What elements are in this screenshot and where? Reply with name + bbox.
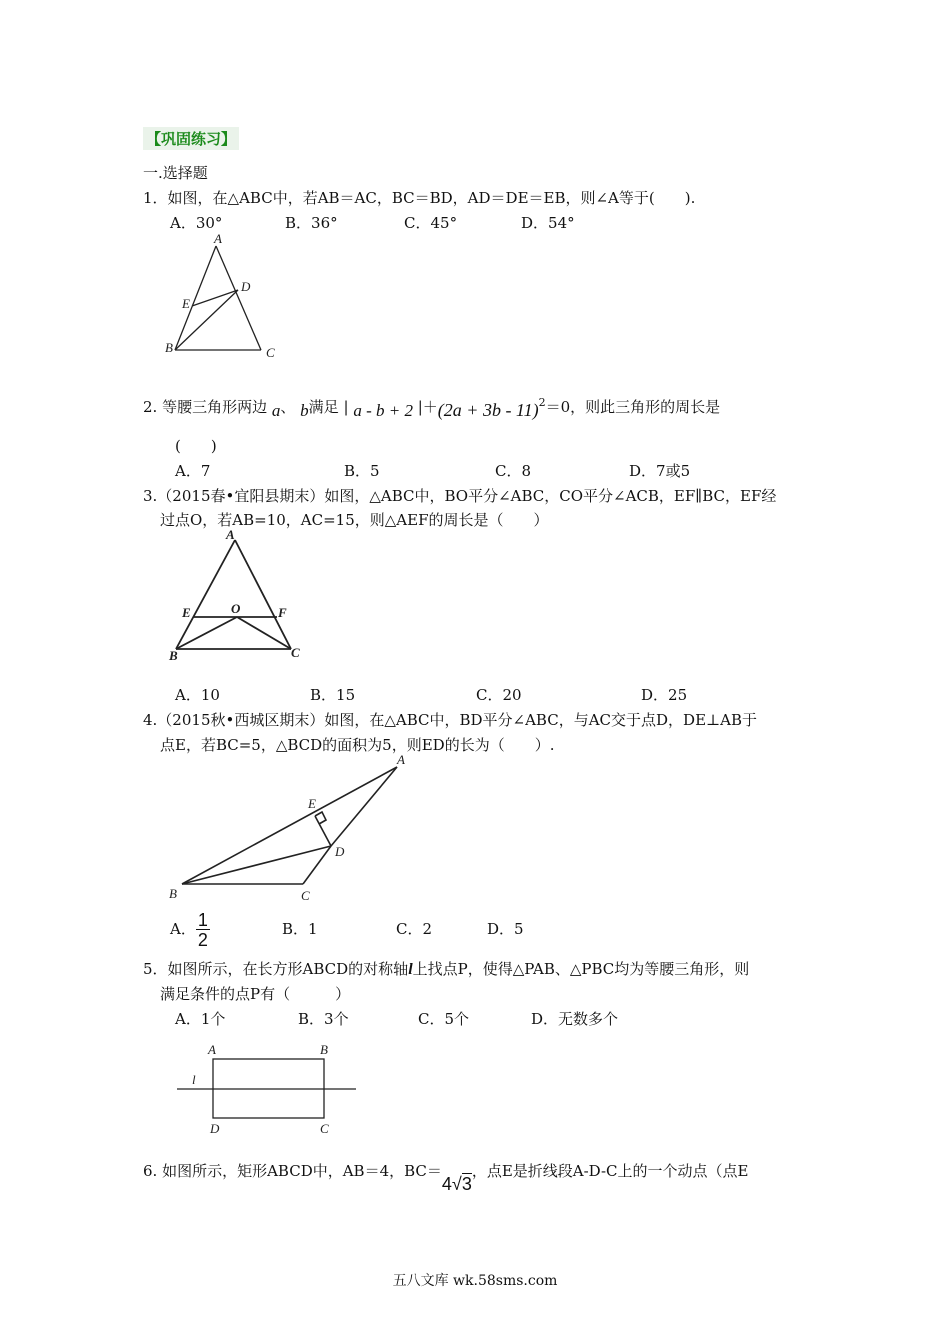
q4-label-b: B: [169, 886, 177, 901]
q3-label-o: O: [231, 601, 241, 616]
q4-triangle-figure: [160, 750, 420, 910]
q3-label-c: C: [291, 645, 300, 660]
q6-line-1-b: ，点E是折线段A-D-C上的一个动点（点E: [471, 1162, 749, 1180]
question-5-line-2: 满足条件的点P有（ ）: [160, 985, 351, 1003]
q1-label-d: D: [241, 279, 251, 294]
question-3-line-2: 过点O，若AB=10，AC=15，则△AEF的周长是（ ）: [160, 511, 549, 529]
question-5-line-1: [143, 958, 749, 979]
q1-option-d: D．54°: [521, 214, 575, 232]
q3-option-a: A．10: [175, 686, 220, 704]
q5-label-l: l: [192, 1072, 196, 1087]
q1-label-c: C: [266, 345, 275, 360]
q4-fraction-numerator: 1: [197, 909, 208, 930]
q5-option-d: D．无数多个: [531, 1010, 619, 1028]
q4-label-c: C: [301, 888, 310, 903]
q6-radicand: 3: [461, 1174, 472, 1194]
q2-expr-1: a - b + 2: [353, 401, 413, 420]
q1-label-a: A: [214, 231, 222, 246]
q1-label-b: B: [165, 340, 173, 355]
q3-option-b: B．15: [310, 686, 356, 704]
q4-option-a-label: A．: [170, 920, 196, 938]
q4-option-d: D．5: [487, 920, 524, 938]
q1-option-b: B．36°: [285, 214, 338, 232]
q5-option-b: B．3个: [298, 1010, 349, 1028]
q1-option-a: A．30°: [170, 214, 223, 232]
q1-triangle-figure: [160, 230, 290, 365]
q5-label-d: D: [210, 1121, 220, 1136]
q4-option-c: C．2: [396, 920, 433, 938]
q3-label-e: E: [182, 605, 191, 620]
q5-option-c: C．5个: [418, 1010, 470, 1028]
question-2-stem: [143, 390, 720, 420]
question-3-line-1: 3.（2015春•宜阳县期末）如图，△ABC中，BO平分∠ABC，CO平分∠ACB，EF∥BC，EF经: [143, 487, 777, 505]
q2-prefix: 2. 等腰三角形两边: [143, 398, 268, 416]
q2-option-a: A．7: [175, 462, 211, 480]
q2-option-d: D．7或5: [629, 462, 691, 480]
q5-label-a: A: [208, 1042, 216, 1057]
section-heading: 【巩固练习】: [143, 127, 239, 150]
q5-rectangle-figure: [170, 1035, 370, 1145]
footer-watermark: 五八文库 wk.58sms.com: [392, 1273, 558, 1289]
q5-axis-l: l: [408, 961, 413, 978]
q3-option-d: D．25: [641, 686, 688, 704]
section-title: 一.选择题: [143, 164, 208, 182]
q4-fraction: [196, 911, 210, 950]
q3-label-b: B: [169, 648, 178, 663]
question-1-stem: 1．如图，在△ABC中，若AB＝AC，BC＝BD，AD＝DE＝EB，则∠A等于( ).: [143, 189, 696, 207]
question-4-line-2: 点E，若BC=5，△BCD的面积为5，则ED的长为（ ）.: [160, 736, 555, 754]
q4-option-a: [170, 905, 210, 953]
q5-line-1-b: 上找点P，使得△PAB、△PBC均为等腰三角形，则: [412, 960, 750, 978]
q5-label-c: C: [320, 1121, 329, 1136]
q5-line-1-a: 5．如图所示，在长方形ABCD的对称轴: [143, 960, 409, 978]
q3-label-f: F: [278, 605, 287, 620]
q5-option-a: A．1个: [175, 1010, 226, 1028]
q2-abs-close: |＋: [417, 398, 438, 416]
q2-option-b: B．5: [344, 462, 380, 480]
q2-paren: ( ): [175, 437, 217, 455]
q2-mid: 满足: [308, 398, 339, 416]
q6-coefficient: 4: [441, 1174, 452, 1194]
q2-power: 2: [538, 396, 546, 409]
q3-label-a: A: [226, 527, 235, 542]
q1-option-c: C．45°: [404, 214, 458, 232]
q5-label-b: B: [320, 1042, 328, 1057]
q4-label-e: E: [308, 796, 316, 811]
q4-option-b: B．1: [282, 920, 318, 938]
q2-var-b: b: [300, 401, 309, 420]
q4-label-a: A: [397, 752, 405, 767]
q4-fraction-denominator: 2: [197, 929, 208, 950]
q6-radical: 4√3: [441, 1174, 472, 1194]
q2-sep: 、: [280, 398, 296, 416]
q2-expr-2: (2a + 3b - 11): [437, 400, 539, 420]
q6-line-1-a: 6. 如图所示，矩形ABCD中，AB＝4，BC＝: [143, 1162, 442, 1180]
q1-label-e: E: [182, 296, 190, 311]
question-4-line-1: 4.（2015秋•西城区期末）如图，在△ABC中，BD平分∠ABC，与AC交于点D，DE⊥AB于: [143, 711, 757, 729]
q3-option-c: C．20: [476, 686, 522, 704]
q2-var-a: a: [271, 401, 281, 420]
question-6-line-1: [143, 1160, 749, 1194]
q2-option-c: C．8: [495, 462, 532, 480]
q4-label-d: D: [335, 844, 345, 859]
q3-triangle-figure: [160, 525, 310, 665]
q2-abs-open: |: [343, 398, 349, 416]
q2-suffix: ＝0，则此三角形的周长是: [545, 398, 721, 416]
